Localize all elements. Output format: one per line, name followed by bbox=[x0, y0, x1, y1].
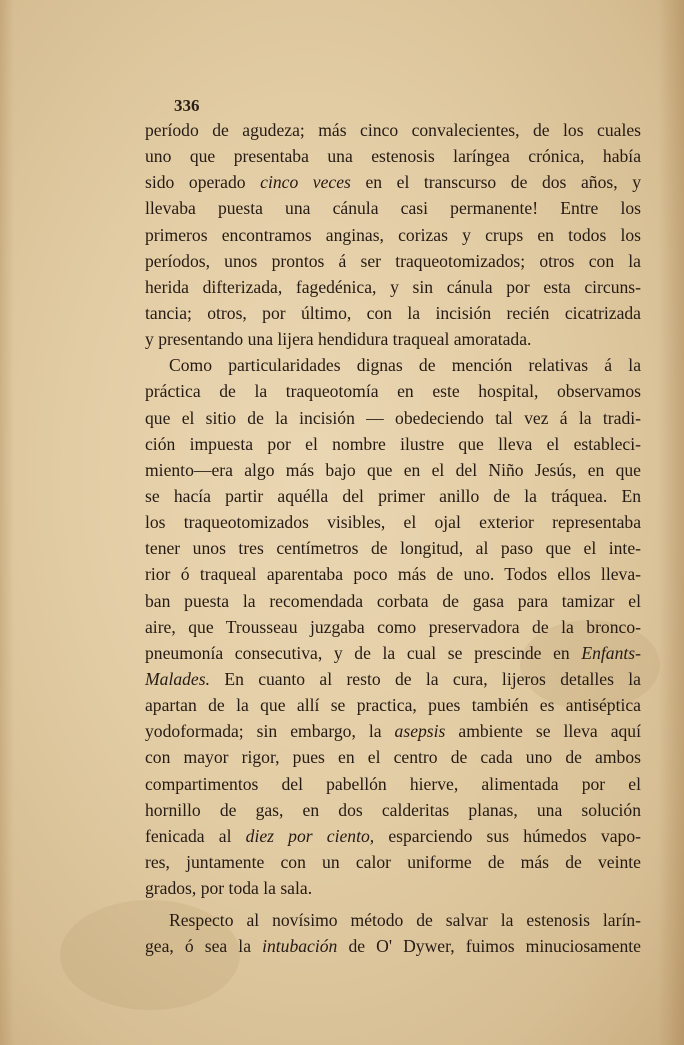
text-line bbox=[145, 195, 641, 221]
text-line bbox=[145, 666, 641, 692]
text-segment: Como particularidades dignas de mención relativas á la bbox=[169, 355, 641, 376]
text-segment: rior ó traqueal aparentaba poco más de uno. Todos ellos lleva- bbox=[145, 564, 641, 585]
text-line bbox=[145, 169, 641, 195]
text-segment: apartan de la que allí se practica, pues también es antiséptica bbox=[145, 695, 641, 716]
text-segment: grados, por toda la sala. bbox=[145, 878, 313, 899]
text-line bbox=[145, 143, 641, 169]
text-segment: Respecto al novísimo método de salvar la estenosis larín- bbox=[169, 910, 641, 931]
page-number: 336 bbox=[174, 96, 200, 115]
text-segment: práctica de la traqueotomía en este hospital, observamos bbox=[145, 381, 641, 402]
text-line bbox=[145, 457, 641, 483]
text-line bbox=[145, 483, 641, 509]
text-line bbox=[145, 561, 641, 587]
text-segment: compartimentos del pabellón hierve, alimentada por el bbox=[145, 773, 641, 794]
text-line bbox=[145, 326, 641, 352]
text-line bbox=[145, 274, 641, 300]
text-line bbox=[145, 588, 641, 614]
italic-text: diez por ciento, bbox=[245, 825, 375, 846]
text-segment: aire, que Trousseau juzgaba como preservadora de la bronco- bbox=[145, 616, 641, 637]
text-line bbox=[145, 771, 641, 797]
text-segment: miento—era algo más bajo que en el del Niño Jesús, en que bbox=[145, 459, 641, 480]
text-line bbox=[145, 744, 641, 770]
text-line bbox=[145, 907, 641, 933]
text-line bbox=[145, 692, 641, 718]
text-segment: se hacía partir aquélla del primer anillo de la tráquea. En bbox=[145, 485, 641, 506]
text-segment: hornillo de gas, en dos calderitas planas, una solución bbox=[145, 799, 641, 820]
italic-text: Enfants- bbox=[581, 642, 641, 663]
text-segment: llevaba puesta una cánula casi permanente! Entre los bbox=[145, 198, 641, 219]
text-line bbox=[145, 823, 641, 849]
text-line bbox=[145, 614, 641, 640]
text-segment: de O' Dywer, fuimos minuciosamente bbox=[337, 936, 641, 957]
text-line bbox=[145, 718, 641, 744]
text-segment: los traqueotomizados visibles, el ojal exterior representaba bbox=[145, 512, 641, 533]
text-line bbox=[145, 117, 641, 143]
text-segment: y presentando una lijera hendidura traqueal amoratada. bbox=[145, 329, 532, 350]
text-segment: ambiente se lleva aquí bbox=[445, 721, 641, 742]
italic-text: intubación bbox=[262, 936, 338, 957]
text-segment: en el transcurso de dos años, y bbox=[350, 172, 641, 193]
text-segment: sido operado bbox=[145, 172, 261, 193]
text-segment: período de agudeza; más cinco convalecientes, de los cuales bbox=[145, 120, 641, 140]
text-segment: tancia; otros, por último, con la incisión recién cicatrizada bbox=[145, 302, 641, 323]
text-segment: primeros encontramos anginas, corizas y crups en todos los bbox=[145, 224, 641, 245]
text-line bbox=[145, 248, 641, 274]
text-line bbox=[145, 933, 641, 959]
text-segment: períodos, unos prontos á ser traqueotomizados; otros con la bbox=[145, 250, 641, 271]
text-segment: uno que presentaba una estenosis laríngea crónica, había bbox=[145, 146, 641, 167]
text-line bbox=[145, 300, 641, 326]
text-segment: En cuanto al resto de la cura, lijeros detalles la bbox=[210, 668, 641, 689]
text-segment: tener unos tres centímetros de longitud, al paso que el inte- bbox=[145, 538, 641, 559]
text-segment: con mayor rigor, pues en el centro de cada uno de ambos bbox=[145, 747, 641, 768]
text-segment: herida difterizada, fagedénica, y sin cánula por esta circuns- bbox=[145, 276, 641, 297]
text-line bbox=[145, 875, 641, 901]
italic-text: cinco veces bbox=[260, 172, 351, 193]
text-line bbox=[145, 509, 641, 535]
italic-text: Malades. bbox=[145, 668, 210, 689]
text-line bbox=[145, 640, 641, 666]
text-segment: res, juntamente con un calor uniforme de más de veinte bbox=[145, 851, 641, 872]
text-segment: pneumonía consecutiva, y de la cual se prescinde en bbox=[145, 642, 582, 663]
text-segment: esparciendo sus húmedos vapo- bbox=[374, 825, 641, 846]
text-line bbox=[145, 378, 641, 404]
text-segment: yodoformada; sin embargo, la bbox=[145, 721, 395, 742]
text-line bbox=[145, 431, 641, 457]
text-segment: que el sitio de la incisión — obedeciendo tal vez á la tradi- bbox=[145, 407, 641, 428]
body-text bbox=[145, 117, 641, 960]
text-line bbox=[145, 222, 641, 248]
italic-text: asepsis bbox=[394, 721, 446, 742]
text-line bbox=[145, 535, 641, 561]
text-segment: fenicada al bbox=[145, 825, 246, 846]
text-segment: ción impuesta por el nombre ilustre que lleva el estableci- bbox=[145, 433, 641, 454]
text-line bbox=[145, 849, 641, 875]
text-line bbox=[145, 405, 641, 431]
text-line bbox=[145, 352, 641, 378]
text-segment: ban puesta la recomendada corbata de gasa para tamizar el bbox=[145, 590, 641, 611]
text-segment: gea, ó sea la bbox=[145, 936, 263, 957]
text-line bbox=[145, 797, 641, 823]
